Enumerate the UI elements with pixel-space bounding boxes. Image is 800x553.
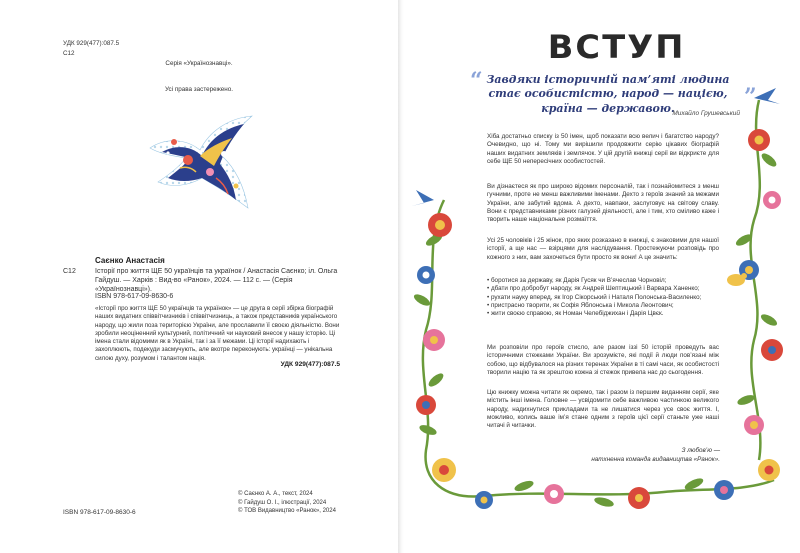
author-name: Саєнко Анастасія bbox=[95, 256, 165, 265]
paragraph: Ми розповіли про героїв стисло, але разом іззі 50 історій проведуть вас історичними стежками України. Ви зрозумієте, які події й люди пов’язані між собою, що відбувалося на різних теренах України в ті самі часи, як особистості творили націю та як зрештою кожна зі стежок привела нас до сьогодення. bbox=[487, 344, 719, 377]
isbn-bottom: ISBN 978-617-09-8630-6 bbox=[63, 509, 136, 516]
copyright-line: © Саєнко А. А., текст, 2024 bbox=[238, 491, 313, 497]
list-item: • жити своєю справою, як Номан Челебіджихан і Дарія Цвєк. bbox=[487, 310, 664, 318]
list-item: • рухати науку вперед, як Ігор Сікорський і Наталя Полонська-Василенко; bbox=[487, 293, 702, 301]
paragraph: Усі 25 чоловіків і 25 жінок, про яких розказано в книжці, є знаковими для нашої історії, а ще нас — взірцями для наслідування. Простежуючи розповідь про кожного з них, вам захочеться бути просто як вони! А це значить: bbox=[487, 237, 719, 261]
udk-code-bottom: УДК 929(477):087.5 bbox=[280, 361, 340, 368]
paragraph: Ви дізнаєтеся як про широко відомих персоналій, так і познайомитеся з менш гучними, проте не менш важливими іменами. Дехто з героїв знаний за межами України, але забутий вдома. А дехто, навпаки, заслуговує на світову славу. Вони є представниками різних галузей діяльності, але і тим, хто сміливо каже і творить наше національне розмаїття. bbox=[487, 183, 719, 224]
list-item: • боротися за державу, як Дарія Гусяк чи В’ячеслав Чорновіл; bbox=[487, 277, 667, 284]
bib-code: С12 bbox=[63, 268, 76, 275]
series-line: Серія «Українознавці». bbox=[165, 60, 233, 67]
udk-code: УДК 929(477):087.5 bbox=[63, 40, 120, 47]
epigraph-quote: Завдяки історичній пам’яті людина стає особистістю, народ — нацією, країна — державою. bbox=[486, 73, 730, 115]
list-item: • дбати про добробут народу, як Андрей Шептицький і Варвара Ханенко; bbox=[487, 285, 700, 293]
signature-line: З любов’ю — bbox=[681, 447, 720, 454]
copyright-line: © Гайдуш О. І., ілюстрації, 2024 bbox=[238, 499, 327, 506]
catalog-code: С12 bbox=[63, 50, 75, 57]
left-page bbox=[0, 0, 398, 553]
bird-icon bbox=[727, 273, 747, 286]
signature-line: натхненна команда видавництва «Ранок». bbox=[591, 455, 720, 463]
bibliographic-record: Історії про життя ЩЕ 50 українців та українок / Анастасія Саєнко; іл. Ольга Гайдуш. — Харків : Вид-во «Ранок», 2024. — 112 с. — (Серія «Українознавці»). bbox=[95, 268, 338, 293]
close-quote-icon: ” bbox=[744, 84, 757, 110]
page-title: ВСТУП bbox=[547, 28, 686, 66]
copyright-line: © ТОВ Видавництво «Ранок», 2024 bbox=[238, 508, 336, 515]
swallow-illustration bbox=[140, 108, 258, 214]
rights-line: Усі права застережено. bbox=[164, 86, 234, 93]
open-quote-icon: “ bbox=[470, 68, 483, 94]
paragraph: Хіба достатньо списку із 50 імен, щоб показати всю велич і багатство народу? Очевидно, що ні. Тому ми вирішили продовжити серію цікавих біографій наших видатних земляків і землячок. У цій другій книжці серії ви відкриєте для себе ЩЕ 50 непересічних особистостей. bbox=[487, 133, 719, 166]
copyright-block bbox=[238, 490, 388, 516]
bird-icon bbox=[412, 190, 434, 206]
list-item: • пристрасно творити, як Софія Яблонська і Микола Леонтович; bbox=[487, 302, 674, 310]
examples-list bbox=[487, 277, 719, 319]
annotation: «Історії про життя ЩЕ 50 українців та українок» — це друга в серії збірка біографій наших видатних співвітчизників і співвітчизниць, а також представників українського народу, що жили поза територією України, але прославили її своєю діяльністю. Вони зробили неоціненний культурний, політичний чи науковий внесок у нашу історію. Ці імена стали відомими як в Україні, так і за її межами. Ці історії надихають і захоплюють, подекуди засмучують, але вкотре переконують: українці — унікальна силою духу, розумом і талантом нація. bbox=[95, 305, 340, 362]
quote-author: Михайло Грушевський bbox=[672, 110, 740, 117]
signature bbox=[560, 447, 720, 464]
paragraph: Цю книжку можна читати як окремо, так і разом із першим виданням серії, яке містить інші імена. Головне — усвідомити себе важливою частинкою великого народу, надихнутися прикладами та не лишатися через усе своє життя. І, можливо, колись ваше ім’я стане одним з героїв цієї серії станьте уже наші читачі й читачки. bbox=[487, 389, 719, 430]
isbn-record: ISBN 978-617-09-8630-6 bbox=[95, 293, 174, 300]
